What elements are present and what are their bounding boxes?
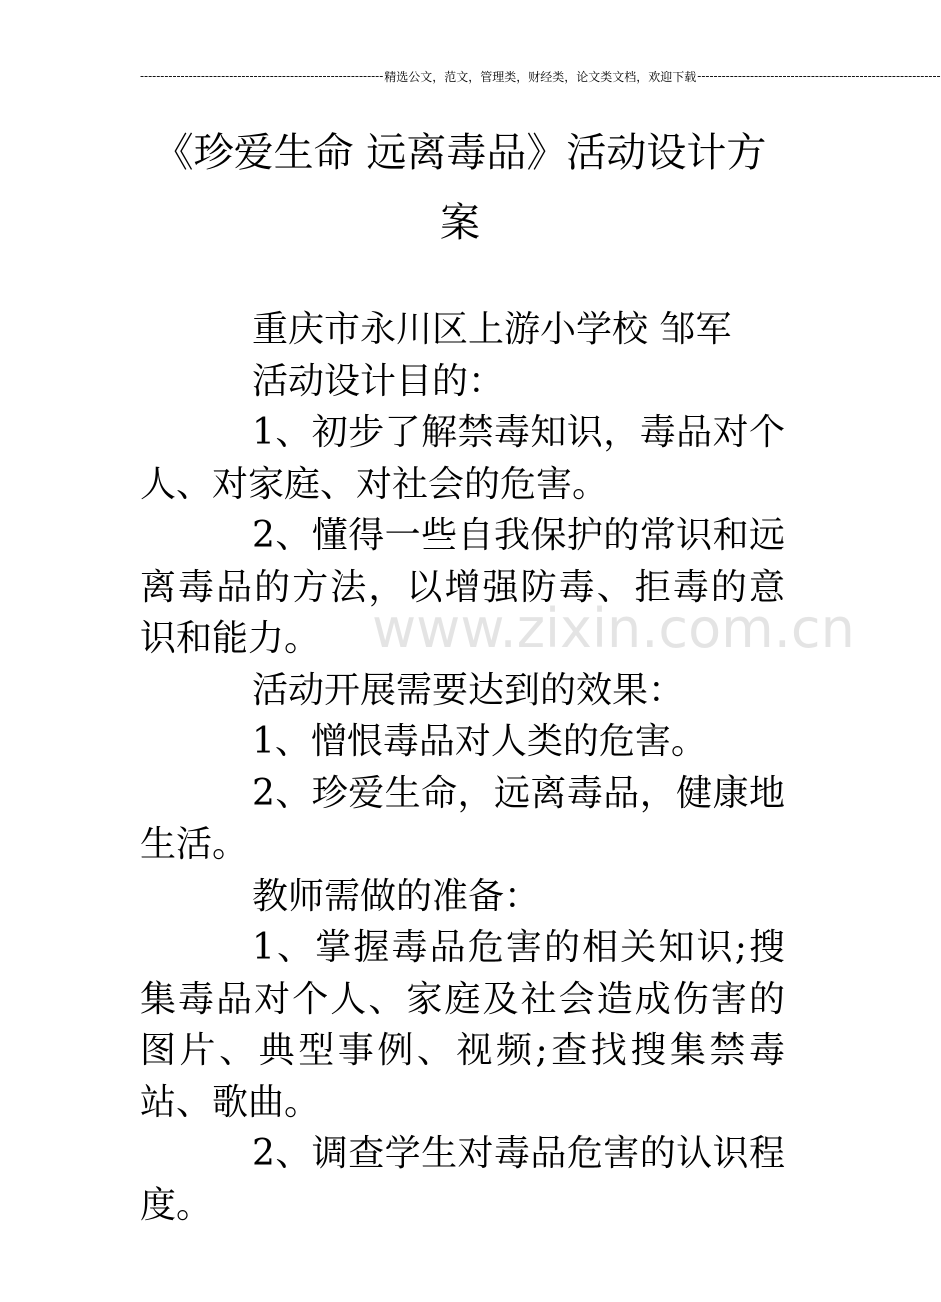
- paragraph: 2、调查学生对毒品危害的认识程度。: [140, 1133, 785, 1226]
- document-body: [140, 304, 785, 1231]
- paragraph: 1、憎恨毒品对人类的危害。: [252, 721, 707, 762]
- header-dashes-right: ------------------------------------------------------------: [697, 69, 941, 83]
- paragraph: 2、懂得一些自我保护的常识和远离毒品的方法，以增强防毒、拒毒的意识和能力。: [140, 515, 785, 659]
- page-header: [140, 66, 941, 86]
- paragraph: 1、初步了解禁毒知识，毒品对个人、对家庭、对社会的危害。: [140, 412, 785, 505]
- paragraph: 1、掌握毒品危害的相关知识;搜集毒品对个人、家庭及社会造成伤害的图片、典型事例、视频;查找搜集禁毒站、歌曲。: [140, 927, 785, 1123]
- header-dashes-left: ------------------------------------------------------------: [140, 69, 384, 83]
- section-heading-purpose: 活动设计目的：: [252, 360, 505, 402]
- section-heading-preparation: 教师需做的准备：: [252, 875, 541, 917]
- header-text: 精选公文，范文，管理类，财经类，论文类文档，欢迎下载: [384, 69, 697, 84]
- watermark: www.zixin.com.cn: [372, 597, 855, 660]
- document-title: 《珍爱生命 远离毒品》活动设计方案: [153, 130, 767, 246]
- paragraph: 2、珍爱生命，远离毒品，健康地生活。: [140, 772, 785, 865]
- section-heading-effects: 活动开展需要达到的效果：: [252, 669, 685, 711]
- author-line: 重庆市永川区上游小学校 邹军: [252, 309, 732, 350]
